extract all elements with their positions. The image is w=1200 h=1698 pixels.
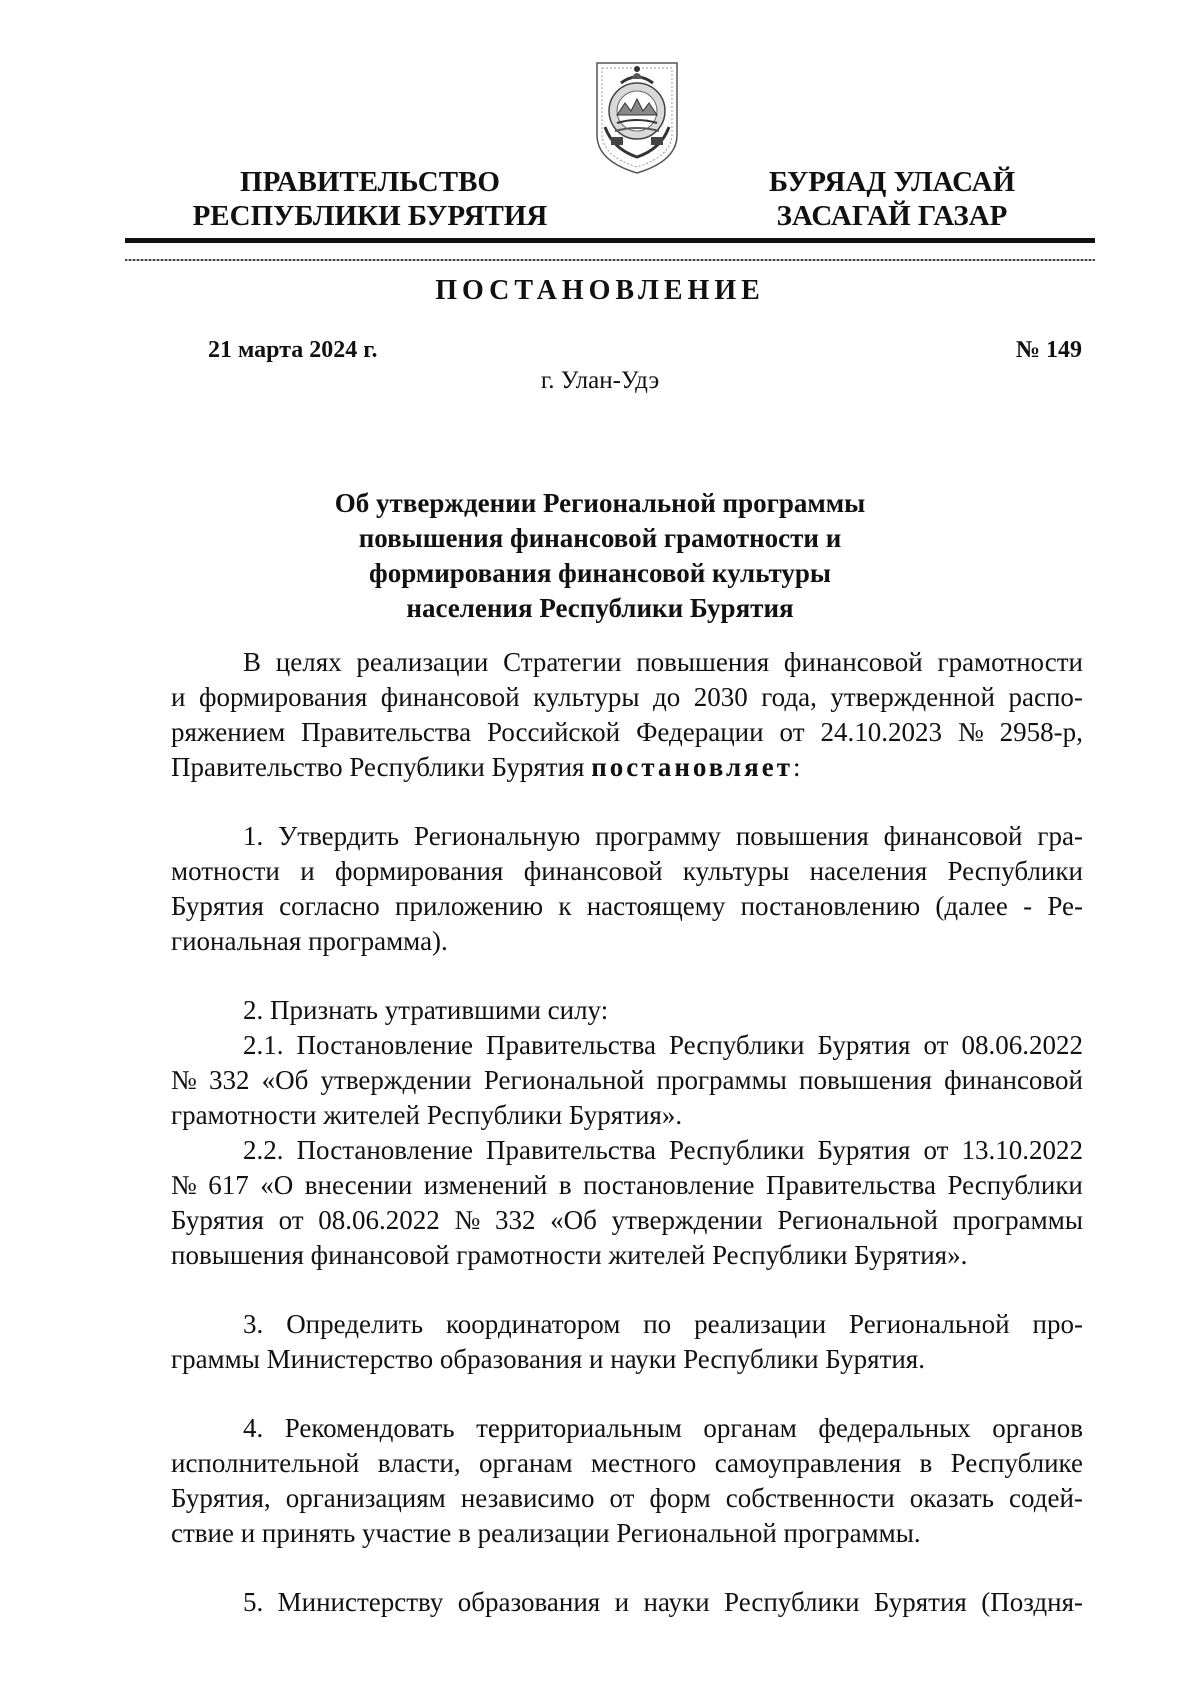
paragraph-line: ряжением Правительства Российской Федерации от 24.10.2023 № 2958-р, bbox=[171, 717, 1083, 747]
paragraph-line: № 617 «О внесении изменений в постановление Правительства Республики bbox=[171, 1170, 1083, 1200]
document-date: 21 марта 2024 г. bbox=[208, 337, 378, 363]
paragraph-line: № 332 «Об утверждении Региональной программы повышения финансовой bbox=[171, 1065, 1083, 1095]
title-line: населения Республики Бурятия bbox=[406, 593, 794, 623]
paragraph-line: 4. Рекомендовать территориальным органам федеральных органов bbox=[243, 1413, 1083, 1443]
document-number: № 149 bbox=[1015, 337, 1082, 363]
resolution-prefix: Правительство Республики Бурятия bbox=[171, 752, 592, 782]
paragraph-line: Бурятия от 08.06.2022 № 332 «Об утверждении Региональной программы bbox=[171, 1205, 1083, 1235]
header-divider-thin bbox=[125, 259, 1095, 261]
paragraph-line: В целях реализации Стратегии повышения финансовой грамотности bbox=[243, 647, 1083, 677]
paragraph-line: граммы Министерство образования и науки Республики Бурятия. bbox=[171, 1344, 925, 1374]
document-city: г. Улан-Удэ bbox=[540, 367, 660, 394]
paragraph-line: Бурятия, организациям независимо от форм собственности оказать содей- bbox=[171, 1483, 1083, 1513]
paragraph-line: ствие и принять участие в реализации Региональной программы. bbox=[171, 1518, 921, 1548]
paragraph-line: и формирования финансовой культуры до 2030 года, утвержденной распо- bbox=[171, 682, 1083, 712]
document-title bbox=[300, 486, 900, 626]
paragraph-line: 2.2. Постановление Правительства Республики Бурятия от 13.10.2022 bbox=[243, 1135, 1083, 1165]
resolution-keyword: постановляет bbox=[591, 752, 793, 782]
document-type: ПОСТАНОВЛЕНИЕ bbox=[435, 275, 765, 306]
paragraph-line: 3. Определить координатором по реализации Региональной про- bbox=[243, 1309, 1083, 1339]
paragraph-line: 5. Министерству образования и науки Республики Бурятия (Поздня- bbox=[243, 1587, 1083, 1617]
emblem-icon bbox=[591, 57, 683, 177]
paragraph-line: 2. Признать утратившими силу: bbox=[243, 995, 609, 1025]
government-name-russian: ПРАВИТЕЛЬСТВО РЕСПУБЛИКИ БУРЯТИЯ bbox=[192, 166, 548, 232]
paragraph-line: 1. Утвердить Региональную программу повышения финансовой гра- bbox=[243, 821, 1083, 851]
government-name-buryat: БУРЯАД УЛАСАЙ ЗАСАГАЙ ГАЗАР bbox=[768, 166, 1016, 232]
document-body bbox=[171, 645, 1083, 1620]
paragraph-line: гиональная программа). bbox=[171, 926, 448, 956]
header-divider bbox=[125, 238, 1095, 243]
paragraph-line: грамотности жителей Республики Бурятия». bbox=[171, 1100, 683, 1130]
paragraph-line: 2.1. Постановление Правительства Республики Бурятия от 08.06.2022 bbox=[243, 1030, 1083, 1060]
paragraph-line: мотности и формирования финансовой культуры населения Республики bbox=[171, 856, 1083, 886]
paragraph-line: Бурятия согласно приложению к настоящему постановлению (далее - Ре- bbox=[171, 891, 1083, 921]
paragraph-line bbox=[171, 750, 1083, 785]
paragraph-line: повышения финансовой грамотности жителей Республики Бурятия». bbox=[171, 1240, 968, 1270]
resolution-colon: : bbox=[792, 752, 801, 782]
paragraph-line: исполнительной власти, органам местного самоуправления в Республике bbox=[171, 1448, 1083, 1478]
title-line: повышения финансовой грамотности и bbox=[358, 523, 842, 553]
title-line: формирования финансовой культуры bbox=[369, 558, 831, 588]
title-line: Об утверждении Региональной программы bbox=[334, 488, 866, 518]
